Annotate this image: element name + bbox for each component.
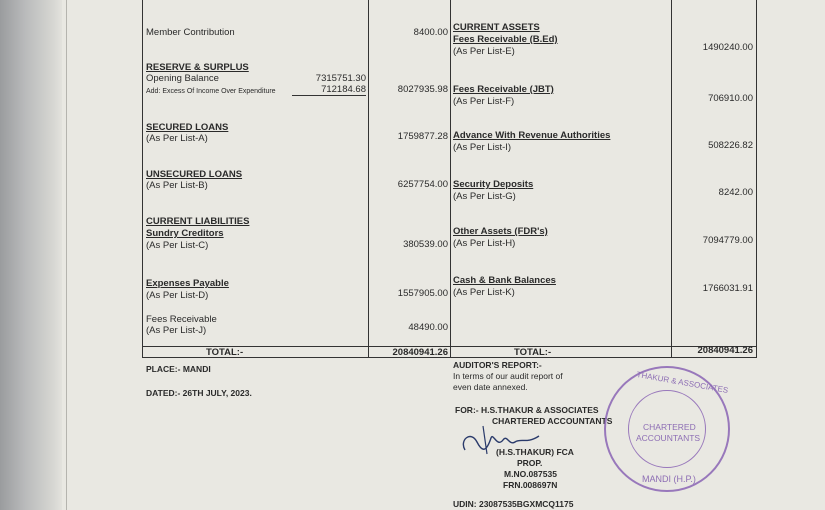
fees-receivable-j-sub: (As Per List-J)	[146, 325, 207, 336]
dated-text: DATED:- 26TH JULY, 2023.	[146, 388, 252, 398]
table-divider-3	[671, 0, 672, 358]
cash-bank-amount: 1766031.91	[702, 283, 753, 294]
place-text: PLACE:- MANDI	[146, 364, 211, 374]
fees-jbt-amount: 706910.00	[708, 93, 753, 104]
firm-registration-number: FRN.008697N	[503, 480, 558, 490]
auditor-prop: PROP.	[517, 458, 543, 468]
other-assets-amount: 7094779.00	[702, 235, 753, 246]
security-deposits-sub: (As Per List-G)	[453, 191, 516, 202]
reserve-surplus-heading: RESERVE & SURPLUS	[146, 62, 249, 73]
excess-income-value: 712184.68	[292, 84, 366, 96]
stamp-bottom-text: MANDI (H.P.)	[642, 474, 696, 484]
membership-number: M.NO.087535	[504, 469, 557, 479]
fees-jbt-heading: Fees Receivable (JBT)	[453, 84, 554, 95]
secured-loans-amount: 1759877.28	[397, 131, 448, 142]
udin-text: UDIN: 23087535BGXMCQ1175	[453, 499, 574, 509]
current-liabilities-heading: CURRENT LIABILITIES	[146, 216, 250, 227]
firm-stamp-seal	[604, 366, 730, 492]
other-assets-heading: Other Assets (FDR's)	[453, 226, 548, 237]
expenses-payable-sub: (As Per List-D)	[146, 290, 209, 301]
fees-receivable-j-heading: Fees Receivable	[146, 314, 217, 325]
signature-icon	[457, 420, 547, 460]
stamp-center-line-2: ACCOUNTANTS	[636, 433, 701, 443]
chartered-accountants-line: CHARTERED ACCOUNTANTS	[492, 416, 613, 426]
advance-sub: (As Per List-I)	[453, 142, 512, 153]
table-border-right	[756, 0, 757, 358]
fees-receivable-j-amount: 48490.00	[408, 322, 448, 333]
stamp-top-text: THAKUR & ASSOCIATES	[635, 370, 729, 395]
firm-for-line: FOR:- H.S.THAKUR & ASSOCIATES	[455, 405, 599, 415]
cash-bank-heading: Cash & Bank Balances	[453, 275, 556, 286]
balance-sheet-page	[62, 0, 825, 510]
table-divider-1	[368, 0, 369, 358]
cash-bank-sub: (As Per List-K)	[453, 287, 515, 298]
advance-amount: 508226.82	[708, 140, 753, 151]
opening-balance-label: Opening Balance	[146, 73, 219, 84]
secured-loans-heading: SECURED LOANS	[146, 122, 229, 133]
security-deposits-heading: Security Deposits	[453, 179, 534, 190]
table-border-left	[142, 0, 143, 358]
table-divider-2	[450, 0, 451, 358]
auditor-line-1: In terms of our audit report of	[453, 371, 563, 381]
auditor-report-heading: AUDITOR'S REPORT:-	[453, 360, 542, 370]
fees-bed-heading: Fees Receivable (B.Ed)	[453, 34, 558, 45]
fees-bed-amount: 1490240.00	[702, 42, 753, 53]
security-deposits-amount: 8242.00	[718, 187, 753, 198]
sundry-creditors-amount: 380539.00	[403, 239, 448, 250]
other-assets-sub: (As Per List-H)	[453, 238, 516, 249]
unsecured-loans-heading: UNSECURED LOANS	[146, 169, 243, 180]
current-assets-heading: CURRENT ASSETS	[453, 22, 540, 33]
expenses-payable-heading: Expenses Payable	[146, 278, 229, 289]
liabilities-total-amount: 20840941.26	[392, 347, 448, 358]
member-contribution-amount: 8400.00	[413, 27, 448, 38]
unsecured-loans-sub: (As Per List-B)	[146, 180, 208, 191]
fees-bed-sub: (As Per List-E)	[453, 46, 515, 57]
member-contribution-label: Member Contribution	[146, 27, 235, 38]
sundry-creditors-sub: (As Per List-C)	[146, 240, 209, 251]
excess-income-label: Add: Excess Of Income Over Expenditure	[146, 88, 276, 95]
reserve-surplus-amount: 8027935.98	[397, 84, 448, 95]
expenses-payable-amount: 1557905.00	[397, 288, 448, 299]
auditor-name: (H.S.THAKUR) FCA	[496, 447, 574, 457]
page-edge-shadow	[0, 0, 62, 510]
auditor-line-2: even date annexed.	[453, 382, 528, 392]
stamp-center-line-1: CHARTERED	[643, 422, 696, 432]
assets-total-amount: 20840941.26	[697, 345, 753, 356]
advance-heading: Advance With Revenue Authorities	[453, 130, 611, 141]
liabilities-total-label: TOTAL:-	[206, 347, 244, 358]
opening-balance-value: 7315751.30	[315, 73, 366, 84]
sundry-creditors-heading: Sundry Creditors	[146, 228, 224, 239]
secured-loans-sub: (As Per List-A)	[146, 133, 208, 144]
assets-total-label: TOTAL:-	[514, 347, 552, 358]
fees-jbt-sub: (As Per List-F)	[453, 96, 515, 107]
unsecured-loans-amount: 6257754.00	[397, 179, 448, 190]
